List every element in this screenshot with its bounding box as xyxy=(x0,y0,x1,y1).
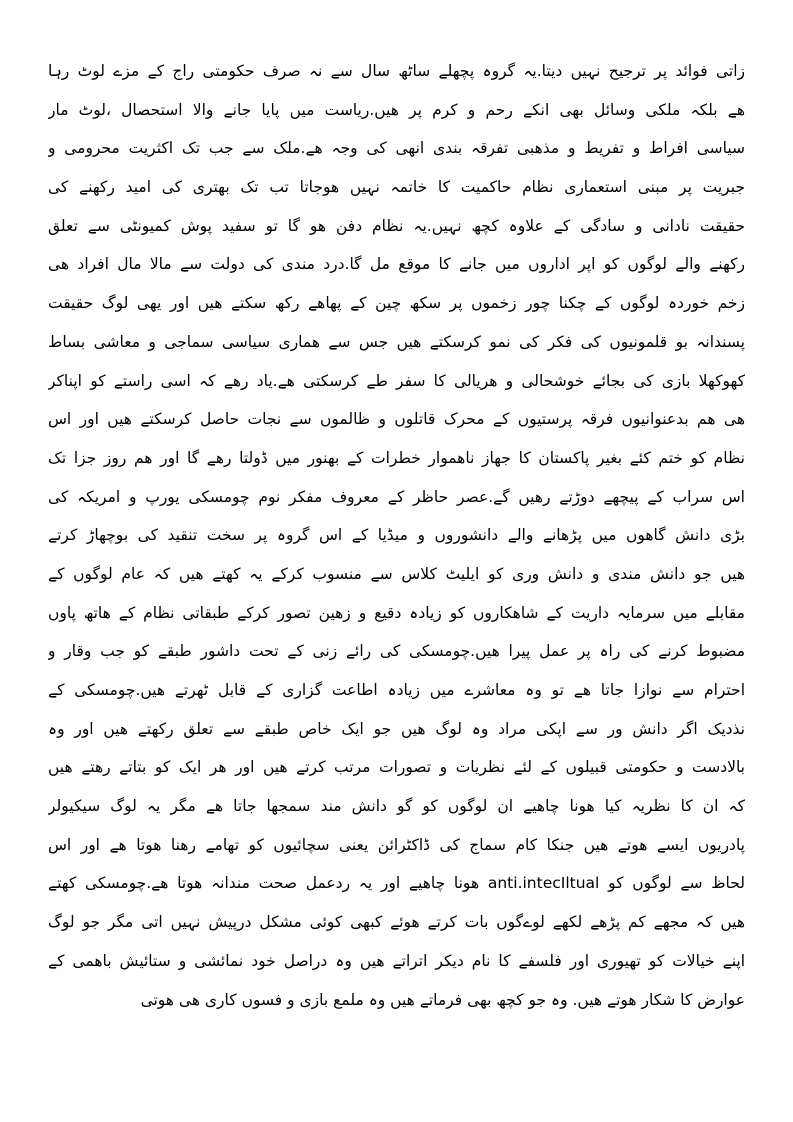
text-line: عوارض کا شکار ھوتے ھیں. وہ جو کچھ بھی فرماتے ھیں وہ ملمع بازی و فسوں کاری ھی ھوتی xyxy=(140,990,745,1009)
text-line: ھیں کہ مجھے کم پڑھے لکھے لوےگوں بات کرتے ھوئے کبھی کوئی مشکل درپیش نہیں اتی مگر جو لوگ xyxy=(48,913,745,932)
text-line: حقیقت نادانی و سادگی کے علاوہ کچھ نہیں.یہ نظام دفن ھو گا تو سفید پوش کمیونٹی سے تعلق xyxy=(48,216,745,235)
text-line: زخم خوردہ لوگوں کے چکنا چور زخموں پر سکھ چین کے پھاھے رکھ سکتے ھیں اور یھی لوگ حقیقت xyxy=(48,294,745,313)
text-line: پسندانہ بو قلمونیوں کی فکر کی نمو کرسکتے ھیں جس سے ھماری سیاسی سماجی و معاشی بساط xyxy=(48,332,745,351)
body-text xyxy=(48,52,745,1019)
text-line: کھوکھلا بازی کی بجائے خوشحالی و ھریالی کا سفر طے کرسکتی ھے.یاد رھے کہ اسی راستے کو اپناکر xyxy=(48,371,745,390)
text-line: جبریت پر مبنی استعماری نظام حاکمیت کا خاتمہ نہیں ھوجاتا تب تک بھتری کی امید رکھنے کی xyxy=(48,178,745,197)
text-line: رکھنے والے لوگوں کو اپر اداروں میں جانے کا موقع مل گا.درد مندی کی دولت سے مالا مال افراد ھی xyxy=(48,255,745,274)
text-line: زاتی فوائد پر ترجیح نہیں دیتا.یہ گروہ پچھلے ساٹھ سال سے نہ صرف حکومتی راج کے مزے لوٹ رہا xyxy=(48,62,745,80)
text-line: ھیں جو دانش مندی و دانش وری کو ایلیٹ کلاس سے منسوب کرکے یہ کھتے ھیں کہ عام لوگوں کے xyxy=(48,564,745,583)
text-line: ھی ھم بدعنوانیوں فرقہ پرستیوں کے محرک قاتلوں و ظالموں سے نجات حاصل کرسکتے ھیں اور اس xyxy=(48,410,745,429)
text-line: بڑی دانش گاھوں میں پڑھانے والے دانشوروں و میڈیا کے اس گروہ پر سخت تنقید کی بوچھاڑ کرتے xyxy=(48,526,745,545)
text-line: احترام سے نوازا جاتا ھے تو وہ معاشرے میں زیادہ اطاعت گزاری کے قابل ٹھرتے ھیں.چومسکی کے xyxy=(48,681,745,699)
text-line: نذدیک اگر دانش ور سے اپکی مراد وہ لوگ ھیں جو ایک خاص طبقے سے تعلق رکھتے ھیں اور وہ xyxy=(48,719,745,738)
text-line: سیاسی افراط و تفریط و مذھبی تفرقہ بندی انھی کی وجہ ھے.ملک سے جب تک اکثریت محرومی و xyxy=(48,139,745,158)
text-line: نظام کو ختم کئے بغیر پاکستان کا جھاز ناھموار خطرات کے بھنور میں ڈولتا رھے گا اور ھم روز جزا تک xyxy=(48,448,745,467)
text-line: مقابلے میں سرمایہ داریت کے شاھکاروں کو زیادہ دقیع و زھین تصور کرکے طبقاتی نظام کے ھاتھ پاوں xyxy=(48,603,745,622)
text-line: مضبوط کرنے کی راہ پر عمل پیرا ھیں.چومسکی کی رائے زنی کے تحت داشور طبقے کو جب وقار و xyxy=(48,642,745,661)
text-line: اپنے خیالات کو تھیوری اور فلسفے کا نام دیکر اتراتے ھیں وہ دراصل خود نمائشی و ستائیش باھمی کے xyxy=(48,951,745,970)
text-line: لحاظ سے لوگوں کو anti.intecIltual ھونا چاھیے اور یہ ردعمل صحت مندانہ ھوتا ھے.چومسکی کھتے xyxy=(48,874,745,893)
text-line: کہ ان کا نظریہ کیا ھونا چاھیے ان لوگوں کو گو دانش مند سمجھا جاتا ھے مگر یہ لوگ سیکیولر xyxy=(48,797,745,816)
text-line: بالادست و حکومتی قبیلوں کے لئے نظریات و تصورات مرتب کرتے ھیں اور ھر ایک کو بتاتے رھتے ھیں xyxy=(48,758,745,777)
text-line: ھے بلکہ ملکی وسائل بھی انکے رحم و کرم پر ھیں.ریاست میں پایا جانے والا استحصال ،لوٹ مار xyxy=(48,100,745,119)
text-line: اس سراب کے پیچھے دوڑتے رھیں گے.عصر حاظر کے معروف مفکر نوم چومسکی یورپ و امریکہ کی xyxy=(48,487,745,506)
text-line: پادریوں ایسے ھوتے ھیں جنکا کام سماج کی ڈاکٹرائن یعنی سچائیوں کو تھامے رھنا ھوتا ھے اور اس xyxy=(48,835,745,854)
